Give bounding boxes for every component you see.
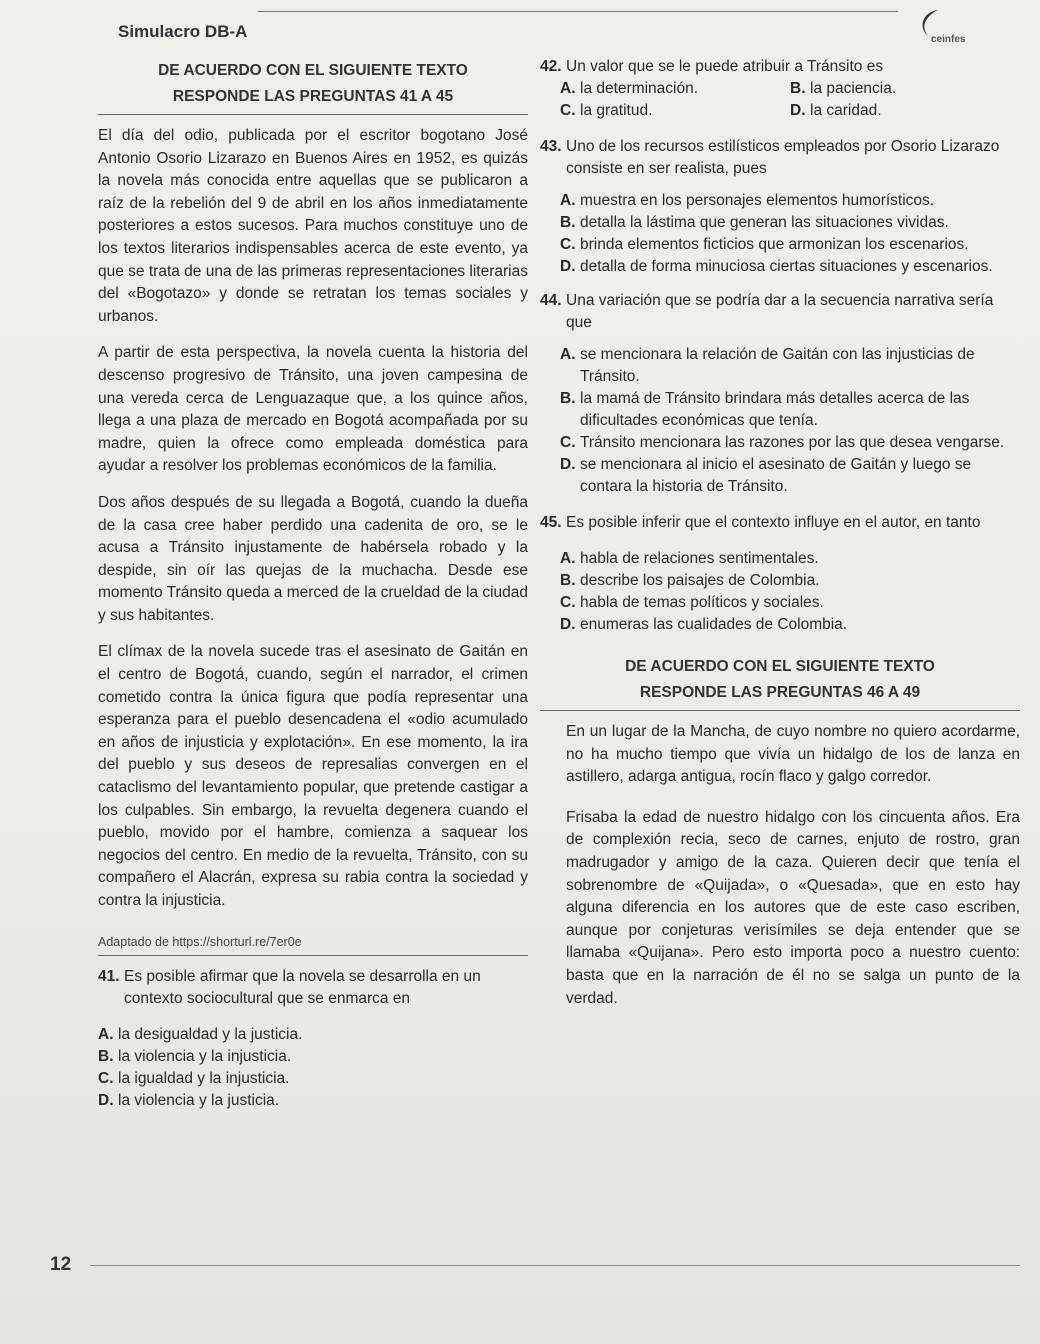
option-text: enumeras las cualidades de Colombia. <box>580 616 848 633</box>
option-text: detalla la lástima que generan las situaciones vividas. <box>580 214 949 231</box>
option-text: la violencia y la injusticia. <box>118 1047 292 1065</box>
option-text: habla de relaciones sentimentales. <box>580 550 819 567</box>
option-letter: D. <box>790 102 806 119</box>
answer-option[interactable] <box>560 256 1020 278</box>
question-number: 41. <box>98 967 120 985</box>
reading-paragraph: Dos años después de su llegada a Bogotá, cuando la dueña de la casa cree haber perdido una cadenita de oro, se le acusa a Tránsito injustamente de habérsela robado y la despide, sin oír las quejas de la muchacha. Desde ese momento Tránsito queda a merced de la crueldad de la ciudad y sus habitantes. <box>98 493 528 624</box>
option-text: se mencionara al inicio el asesinato de Gaitán y luego se contara la historia de Tránsito. <box>580 456 972 495</box>
option-text: muestra en los personajes elementos humorísticos. <box>580 192 935 209</box>
answer-option[interactable] <box>560 592 1020 614</box>
option-text: detalla de forma minuciosa ciertas situaciones y escenarios. <box>580 258 993 275</box>
page-number: 12 <box>50 1254 72 1275</box>
answer-option[interactable] <box>560 454 1020 498</box>
option-text: la gratitud. <box>580 102 653 119</box>
answer-option[interactable] <box>560 388 1020 432</box>
left-column <box>98 60 528 1112</box>
answer-option[interactable] <box>560 234 1020 256</box>
exam-title: Simulacro DB-A <box>118 22 248 41</box>
question-42 <box>540 56 1020 122</box>
option-letter: D. <box>98 1091 114 1109</box>
section-divider <box>98 114 528 115</box>
option-text: habla de temas políticos y sociales. <box>580 594 824 611</box>
reading-paragraph: A partir de esta perspectiva, la novela cuenta la historia del descenso progresivo de Tránsito, una joven campesina de una vereda cerca de Lenguazaque que, a los quince años, llega a una plaza de mercado en Bogotá acompañada por su madre, quien la ofrece como empleada doméstica para ayudar a resolver los problemas económicos de la familia. <box>98 344 528 475</box>
option-letter: D. <box>560 616 576 633</box>
option-letter: B. <box>98 1047 114 1065</box>
reading-paragraph: En un lugar de la Mancha, de cuyo nombre no quiero acordarme, no ha mucho tiempo que vivía un hidalgo de los de lanza en astillero, adarga antigua, rocín flaco y galgo corredor. <box>566 723 1020 786</box>
option-letter: A. <box>560 346 576 363</box>
answer-option[interactable] <box>560 614 1020 636</box>
answer-option[interactable] <box>560 100 790 122</box>
reading-paragraph: Frisaba la edad de nuestro hidalgo con los cincuenta años. Era de complexión recia, seco de carnes, enjuto de rostro, gran madrugador y amigo de la caza. Quieren decir que tenía el sobrenombre de «Quijada», o «Quesada», que en esto hay alguna diferencia en los autores que de este caso escriben, aunque por conjeturas verisímiles se deja entender que se llamaba «Quijana». Pero esto importa poco a nuestro cuento: basta que en la narración de él no se salga un punto de la verdad. <box>566 808 1020 1007</box>
question-number: 44. <box>540 292 562 309</box>
option-text: brinda elementos ficticios que armonizan los escenarios. <box>580 236 969 253</box>
option-letter: C. <box>560 594 576 611</box>
option-letter: C. <box>560 102 576 119</box>
option-text: la desigualdad y la justicia. <box>118 1025 303 1043</box>
section-heading: DE ACUERDO CON EL SIGUIENTE TEXTO <box>158 62 468 79</box>
option-letter: B. <box>790 80 806 97</box>
option-text: Tránsito mencionara las razones por las que desea vengarse. <box>580 434 1005 451</box>
question-number: 43. <box>540 138 562 155</box>
section-heading: RESPONDE LAS PREGUNTAS 41 A 45 <box>172 88 454 105</box>
header-rule <box>258 11 898 12</box>
option-text: se mencionara la relación de Gaitán con las injusticias de Tránsito. <box>580 346 975 385</box>
question-41 <box>98 966 528 1112</box>
option-letter: D. <box>560 258 576 275</box>
question-number: 45. <box>540 514 562 531</box>
question-stem: Es posible inferir que el contexto influye en el autor, en tanto <box>566 514 981 531</box>
question-43 <box>540 136 1020 278</box>
option-letter: A. <box>560 192 576 209</box>
answer-option[interactable] <box>98 1046 528 1068</box>
publisher-logo-icon <box>898 6 968 56</box>
question-stem: Uno de los recursos estilísticos empleados por Osorio Lizarazo consiste en ser realista, pues <box>566 138 1000 177</box>
question-44 <box>540 290 1020 498</box>
option-text: la paciencia. <box>810 80 897 97</box>
answer-option[interactable] <box>560 190 1020 212</box>
answer-option[interactable] <box>560 78 790 100</box>
section-heading: RESPONDE LAS PREGUNTAS 46 A 49 <box>639 684 921 701</box>
section-heading: DE ACUERDO CON EL SIGUIENTE TEXTO <box>625 658 935 675</box>
option-letter: A. <box>560 80 576 97</box>
option-letter: C. <box>560 236 576 253</box>
answer-option[interactable] <box>560 212 1020 234</box>
option-letter: B. <box>560 572 576 589</box>
answer-option[interactable] <box>98 1024 528 1046</box>
section-divider <box>98 955 528 956</box>
answer-option[interactable] <box>560 432 1020 454</box>
option-text: la igualdad y la injusticia. <box>118 1069 290 1087</box>
reading-paragraph: El día del odio, publicada por el escritor bogotano José Antonio Osorio Lizarazo en Buenos Aires en 1952, es quizás la novela más conocida entre aquellas que se publicaron a raíz de la rebelión del 9 de abril en los años inmediatamente posteriores a estos sucesos. Para muchos constituye uno de los textos literarios indispensables acerca de este evento, ya que se trata de una de las primeras representaciones literarias del «Bogotazo» y donde se retratan los temas sociales y urbanos. <box>98 127 528 325</box>
source-citation: Adaptado de https://shorturl.re/7er0e <box>98 934 302 949</box>
answer-option[interactable] <box>98 1090 528 1112</box>
question-stem: Un valor que se le puede atribuir a Tránsito es <box>566 58 884 75</box>
option-text: la determinación. <box>580 80 699 97</box>
answer-option[interactable] <box>790 78 1020 100</box>
answer-option[interactable] <box>98 1068 528 1090</box>
option-letter: C. <box>98 1069 114 1087</box>
answer-option[interactable] <box>560 570 1020 592</box>
answer-option[interactable] <box>560 548 1020 570</box>
section-divider <box>540 710 1020 711</box>
option-letter: A. <box>98 1025 114 1043</box>
question-stem: Es posible afirmar que la novela se desarrolla en un contexto sociocultural que se enmarca en <box>124 967 481 1007</box>
answer-option[interactable] <box>790 100 1020 122</box>
option-letter: A. <box>560 550 576 567</box>
option-letter: C. <box>560 434 576 451</box>
option-text: la violencia y la justicia. <box>118 1091 280 1109</box>
question-45 <box>540 512 1020 636</box>
option-text: describe los paisajes de Colombia. <box>580 572 820 589</box>
right-column <box>540 56 1020 1010</box>
option-letter: B. <box>560 214 576 231</box>
question-number: 42. <box>540 58 562 75</box>
question-stem: Una variación que se podría dar a la secuencia narrativa sería que <box>566 292 994 331</box>
option-letter: B. <box>560 390 576 407</box>
option-text: la caridad. <box>810 102 882 119</box>
option-text: la mamá de Tránsito brindara más detalles acerca de las dificultades económicas que tenía. <box>580 390 970 429</box>
footer-rule <box>90 1265 1020 1266</box>
answer-option[interactable] <box>560 344 1020 388</box>
reading-paragraph: El clímax de la novela sucede tras el asesinato de Gaitán en el centro de Bogotá, cuando, según el narrador, el crimen cometido contra la única figura que podía representar una esperanza para el pueblo desencadena el «odio acumulado en años de injusticia y explotación». En ese momento, la ira del pueblo y sus deseos de represalias convergen en el cataclismo del levantamiento popular, que pretende castigar a los culpables. Sin embargo, la revuelta degenera cuando el pueblo, movido por el hambre, comienza a saquear los negocios del centro. En medio de la revuelta, Tránsito, con su compañero el Alacrán, expresa su rabia contra la sociedad y contra la injusticia. <box>98 643 528 909</box>
option-letter: D. <box>560 456 576 473</box>
publisher-logo-text: ceinfes <box>931 34 966 45</box>
